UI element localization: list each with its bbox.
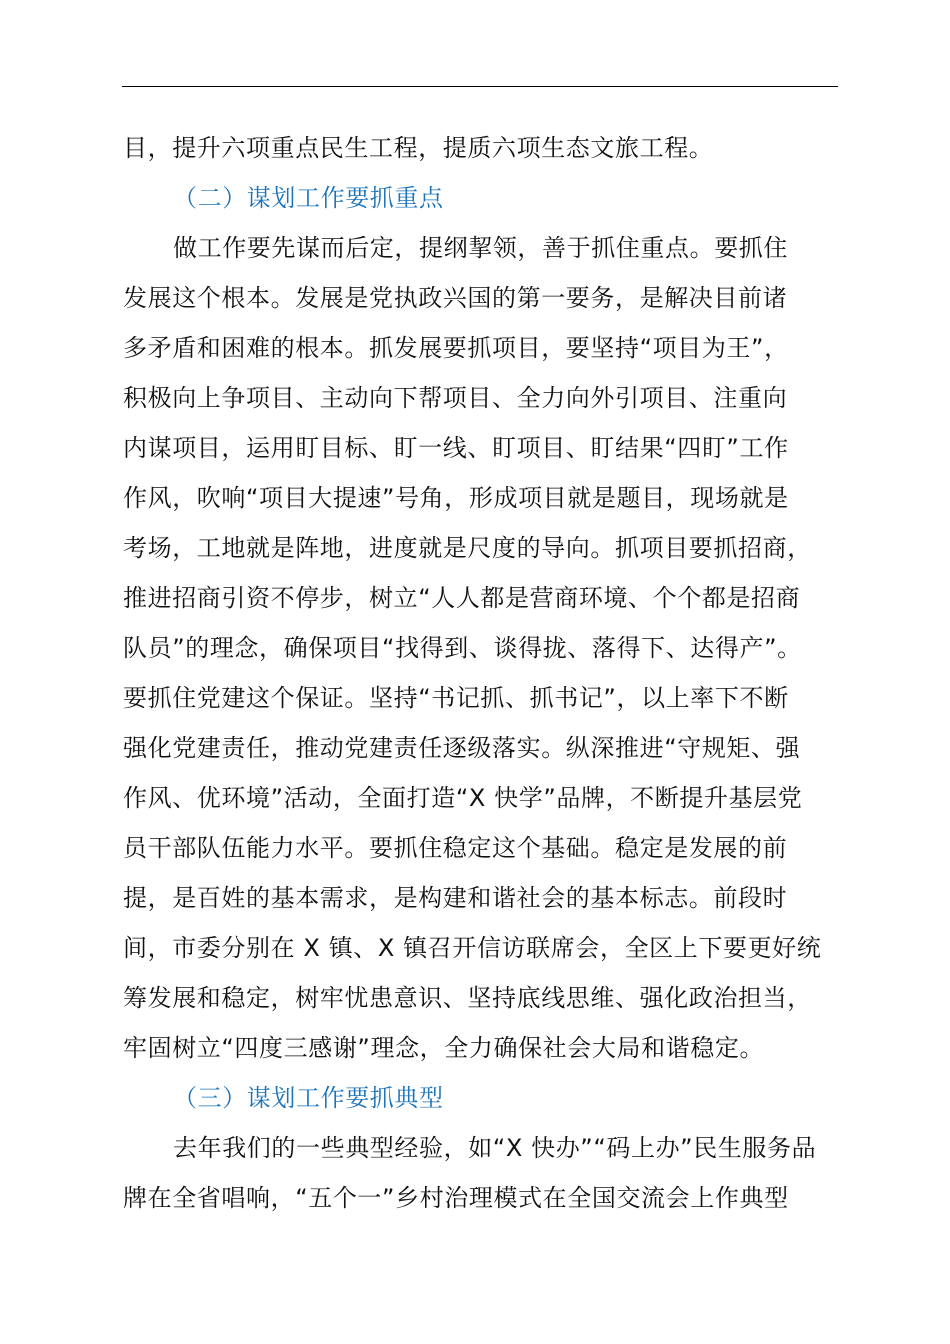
text-line: 推进招商引资不停步，树立“人人都是营商环境、个个都是招商 <box>123 584 801 612</box>
section-heading-3: （三）谋划工作要抓典型 <box>173 1084 444 1112</box>
section-heading-2: （二）谋划工作要抓重点 <box>173 184 444 212</box>
text-line: 目，提升六项重点民生工程，提质六项生态文旅工程。 <box>123 134 714 162</box>
text-line: 要抓住党建这个保证。坚持“书记抓、抓书记”，以上率下不断 <box>123 684 789 712</box>
text-line: 多矛盾和困难的根本。抓发展要抓项目，要坚持“项目为王”， <box>123 334 789 362</box>
text-line: 做工作要先谋而后定，提纲挈领，善于抓住重点。要抓住 <box>173 234 788 262</box>
text-line: 间，市委分别在 X 镇、X 镇召开信访联席会，全区上下要更好统 <box>123 934 822 962</box>
text-line: 筹发展和稳定，树牢忧患意识、坚持底线思维、强化政治担当， <box>123 984 812 1012</box>
text-line: 员干部队伍能力水平。要抓住稳定这个基础。稳定是发展的前 <box>123 834 788 862</box>
text-line: 提，是百姓的基本需求，是构建和谐社会的基本标志。前段时 <box>123 884 788 912</box>
text-line: 发展这个根本。发展是党执政兴国的第一要务，是解决目前诸 <box>123 284 788 312</box>
text-line: 牢固树立“四度三感谢”理念，全力确保社会大局和谐稳定。 <box>123 1034 765 1062</box>
text-line: 强化党建责任，推动党建责任逐级落实。纵深推进“守规矩、强 <box>123 734 801 762</box>
text-line: 积极向上争项目、主动向下帮项目、全力向外引项目、注重向 <box>123 384 788 412</box>
text-line: 去年我们的一些典型经验，如“X 快办”“码上办”民生服务品 <box>173 1134 817 1162</box>
text-line: 牌在全省唱响，“五个一”乡村治理模式在全国交流会上作典型 <box>123 1184 789 1212</box>
text-line: 考场，工地就是阵地，进度就是尺度的导向。抓项目要抓招商， <box>123 534 812 562</box>
text-line: 作风、优环境”活动，全面打造“X 快学”品牌，不断提升基层党 <box>123 784 803 812</box>
text-line: 内谋项目，运用盯目标、盯一线、盯项目、盯结果“四盯”工作 <box>123 434 789 462</box>
text-line: 队员”的理念，确保项目“找得到、谈得拢、落得下、达得产”。 <box>123 634 802 662</box>
text-line: 作风，吹响“项目大提速”号角，形成项目就是题目，现场就是 <box>123 484 789 512</box>
header-rule <box>122 86 838 87</box>
